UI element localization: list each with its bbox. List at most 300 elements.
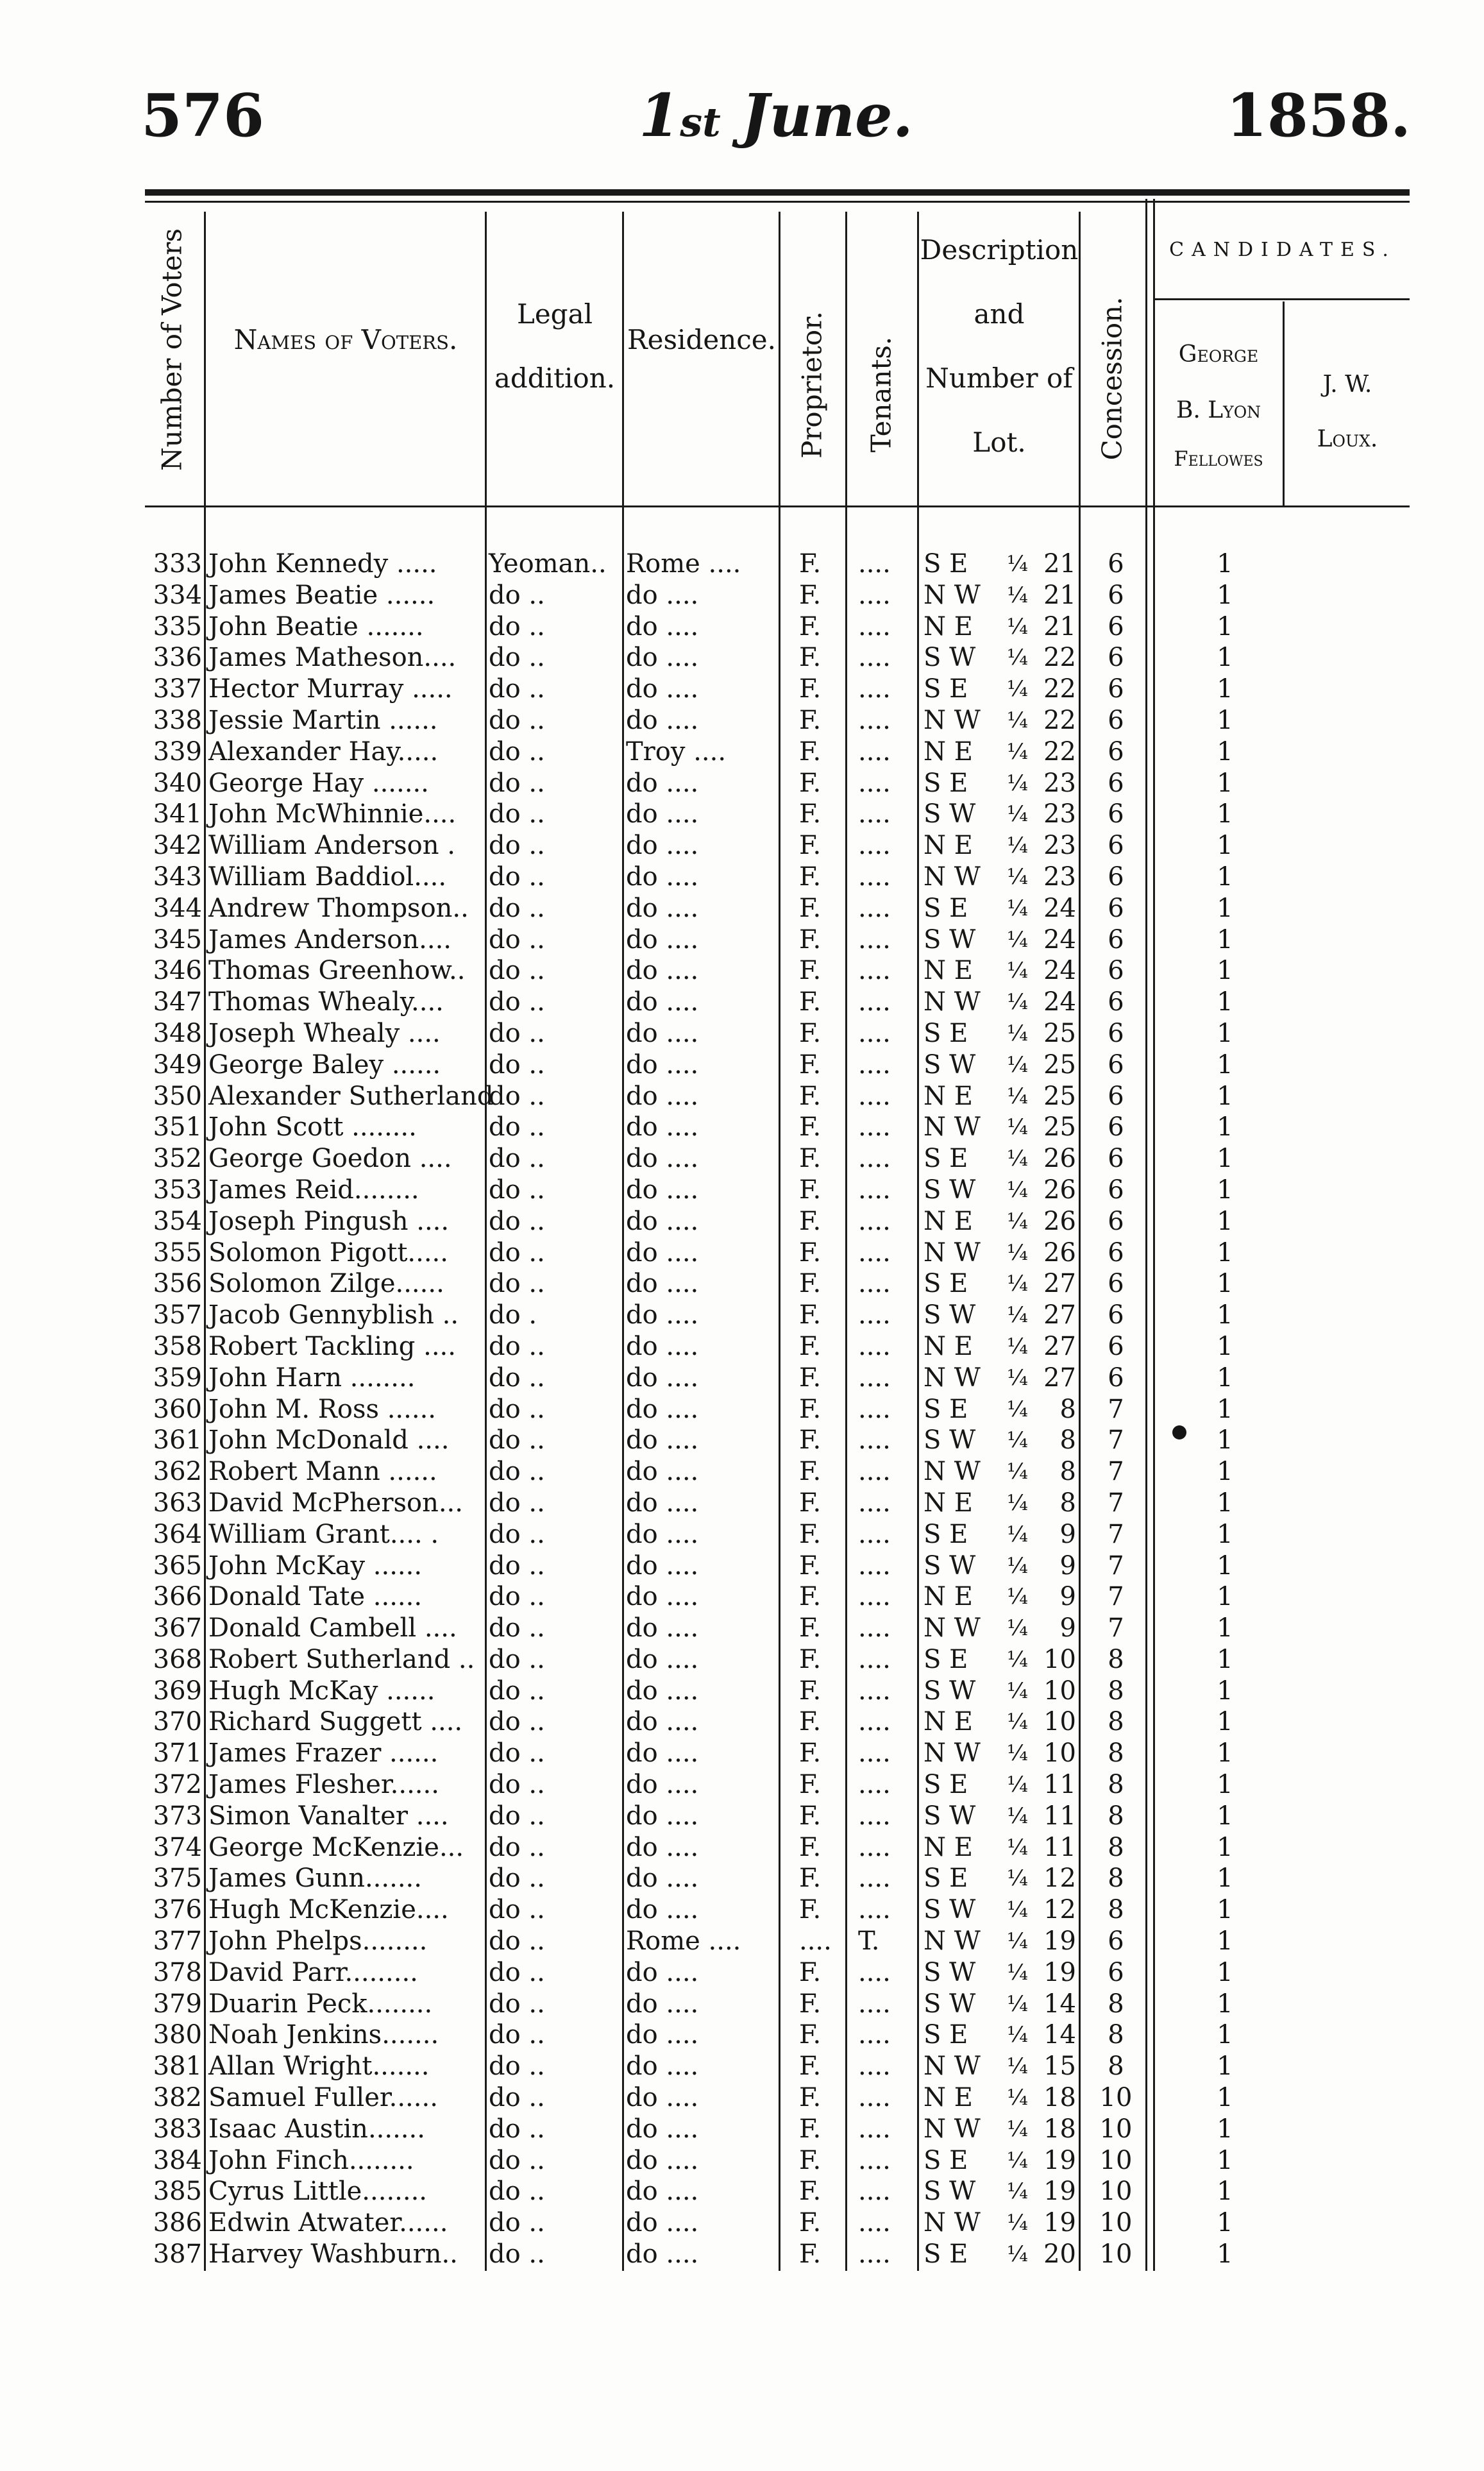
residence: do ....	[626, 1864, 699, 1894]
residence: do ....	[626, 1331, 699, 1361]
voter-number: 376	[153, 1895, 202, 1925]
legal-addition: do ..	[489, 580, 545, 610]
table-row	[0, 548, 1484, 580]
concession: 6	[1108, 1206, 1124, 1236]
voter-name: Thomas Greenhow..	[208, 956, 466, 986]
lot-fraction: ¼	[1007, 1959, 1028, 1985]
lot-number: 26	[1043, 1206, 1076, 1236]
concession: 8	[1108, 2020, 1124, 2050]
lot-description: S E	[923, 2239, 968, 2270]
lot-description: S E	[923, 768, 968, 798]
proprietor: F.	[799, 799, 822, 829]
tenant: ....	[858, 893, 891, 923]
lot-description: N E	[923, 611, 973, 641]
lot-fraction: ¼	[1007, 2210, 1028, 2236]
voter-number: 374	[153, 1832, 202, 1862]
page-number: 576	[141, 81, 265, 150]
vote-fellowes: 1	[1217, 1018, 1233, 1048]
proprietor: F.	[799, 1269, 822, 1299]
table-row	[0, 987, 1484, 1018]
residence: do ....	[626, 1488, 699, 1518]
lot-fraction: ¼	[1007, 1928, 1028, 1955]
legal-addition: do ..	[489, 2083, 545, 2113]
legal-addition: do ..	[489, 1738, 545, 1769]
tenant: ....	[858, 1957, 891, 1987]
residence: do ....	[626, 1049, 699, 1080]
vote-fellowes: 1	[1217, 1175, 1233, 1205]
legal-addition: do ..	[489, 674, 545, 704]
legal-addition: do ..	[489, 1644, 545, 1674]
voter-name: William Grant.... .	[208, 1519, 439, 1549]
residence: do ....	[626, 1206, 699, 1236]
vote-fellowes: 1	[1217, 2083, 1233, 2113]
voter-name: John Phelps........	[208, 1926, 428, 1957]
table-row	[0, 1957, 1484, 1989]
voter-number: 383	[153, 2114, 202, 2144]
tenant: ....	[858, 2208, 891, 2238]
table-row	[0, 1394, 1484, 1425]
voter-name: Noah Jenkins.......	[208, 2020, 439, 2050]
concession: 6	[1108, 1018, 1124, 1048]
lot-description: N E	[923, 1832, 973, 1862]
voter-number: 343	[153, 862, 202, 892]
concession: 8	[1108, 2051, 1124, 2082]
voter-name: James Matheson....	[208, 643, 457, 673]
concession: 10	[1099, 2145, 1133, 2175]
proprietor: F.	[799, 580, 822, 610]
lot-description: N E	[923, 1081, 973, 1111]
vote-fellowes: 1	[1217, 831, 1233, 861]
voter-number: 349	[153, 1049, 202, 1080]
voter-number: 375	[153, 1864, 202, 1894]
concession: 8	[1108, 1989, 1124, 2019]
tenant: ....	[858, 1488, 891, 1518]
legal-addition: do ..	[489, 1237, 545, 1268]
lot-description: S E	[923, 1864, 968, 1894]
vote-fellowes: 1	[1217, 1738, 1233, 1769]
lot-number: 11	[1043, 1801, 1076, 1831]
concession: 7	[1108, 1550, 1124, 1581]
proprietor: F.	[799, 1519, 822, 1549]
table-row	[0, 1331, 1484, 1363]
lot-number: 9	[1059, 1613, 1076, 1643]
vote-fellowes: 1	[1217, 799, 1233, 829]
proprietor: F.	[799, 1707, 822, 1737]
vote-fellowes: 1	[1217, 1081, 1233, 1111]
residence: Rome ....	[626, 1926, 741, 1957]
lot-fraction: ¼	[1007, 1521, 1028, 1547]
concession: 7	[1108, 1394, 1124, 1424]
vote-fellowes: 1	[1217, 1425, 1233, 1456]
lot-number: 18	[1043, 2114, 1076, 2144]
tenant: ....	[858, 924, 891, 955]
lot-number: 11	[1043, 1832, 1076, 1862]
table-row	[0, 1676, 1484, 1707]
lot-fraction: ¼	[1007, 1364, 1028, 1391]
concession: 7	[1108, 1457, 1124, 1487]
lot-number: 27	[1043, 1363, 1076, 1393]
voter-name: Robert Sutherland ..	[208, 1644, 475, 1674]
vote-fellowes: 1	[1217, 1613, 1233, 1643]
legal-addition: do ..	[489, 1832, 545, 1862]
table-row	[0, 580, 1484, 611]
table-row	[0, 1769, 1484, 1801]
legal-addition: do ..	[489, 1707, 545, 1737]
residence: do ....	[626, 1237, 699, 1268]
legal-addition: do .	[489, 1300, 537, 1330]
proprietor: F.	[799, 1644, 822, 1674]
proprietor: F.	[799, 2083, 822, 2113]
proprietor: F.	[799, 1613, 822, 1643]
table-row	[0, 611, 1484, 643]
table-row	[0, 1706, 1484, 1738]
lot-fraction: ¼	[1007, 1552, 1028, 1579]
legal-addition: do ..	[489, 1394, 545, 1424]
lot-fraction: ¼	[1007, 1772, 1028, 1798]
lot-description: S W	[923, 1300, 976, 1330]
residence: do ....	[626, 2239, 699, 2270]
lot-number: 9	[1059, 1519, 1076, 1549]
voter-number: 339	[153, 736, 202, 767]
lot-fraction: ¼	[1007, 1740, 1028, 1767]
voter-number: 350	[153, 1081, 202, 1111]
tenant: ....	[858, 2145, 891, 2175]
voter-name: Harvey Washburn..	[208, 2239, 458, 2270]
concession: 6	[1108, 549, 1124, 579]
vote-fellowes: 1	[1217, 1331, 1233, 1361]
lot-description: N E	[923, 2083, 973, 2113]
vote-fellowes: 1	[1217, 1832, 1233, 1862]
vote-fellowes: 1	[1217, 1457, 1233, 1487]
legal-addition: do ..	[489, 1018, 545, 1048]
table-row	[0, 1801, 1484, 1832]
vote-fellowes: 1	[1217, 1300, 1233, 1330]
lot-number: 10	[1043, 1738, 1076, 1769]
header-residence: Residence.	[627, 324, 776, 355]
top-rule-thin	[145, 201, 1410, 203]
voter-name: Edwin Atwater......	[208, 2208, 448, 2238]
lot-fraction: ¼	[1007, 2178, 1028, 2205]
residence: do ....	[626, 1550, 699, 1581]
lot-fraction: ¼	[1007, 1239, 1028, 1266]
table-row	[0, 705, 1484, 736]
legal-addition: do ..	[489, 2114, 545, 2144]
proprietor: F.	[799, 1175, 822, 1205]
voter-number: 372	[153, 1770, 202, 1800]
table-row	[0, 955, 1484, 987]
tenant: ....	[858, 2114, 891, 2144]
residence: do ....	[626, 611, 699, 641]
lot-description: S W	[923, 1801, 976, 1831]
voter-number: 380	[153, 2020, 202, 2050]
concession: 6	[1108, 643, 1124, 673]
voter-number: 360	[153, 1394, 202, 1424]
vote-fellowes: 1	[1217, 674, 1233, 704]
lot-description: S W	[923, 2177, 976, 2207]
lot-description: S W	[923, 799, 976, 829]
proprietor: F.	[799, 1049, 822, 1080]
legal-addition: Yeoman..	[489, 549, 607, 579]
table-row	[0, 2176, 1484, 2207]
table-row	[0, 642, 1484, 674]
residence: do ....	[626, 956, 699, 986]
voter-name: James Reid........	[208, 1175, 419, 1205]
concession: 6	[1108, 736, 1124, 767]
legal-addition: do ..	[489, 1331, 545, 1361]
voter-number: 381	[153, 2051, 202, 2082]
lot-fraction: ¼	[1007, 1991, 1028, 2017]
table-row	[0, 1363, 1484, 1394]
lot-description: S W	[923, 1550, 976, 1581]
lot-fraction: ¼	[1007, 676, 1028, 702]
table-row	[0, 674, 1484, 705]
legal-addition: do ..	[489, 705, 545, 735]
lot-number: 19	[1043, 2208, 1076, 2238]
lot-number: 9	[1059, 1550, 1076, 1581]
legal-addition: do ..	[489, 611, 545, 641]
header-bottom-rule	[145, 505, 1410, 507]
voter-name: George McKenzie...	[208, 1832, 464, 1862]
lot-description: N W	[923, 987, 981, 1017]
legal-addition: do ..	[489, 2051, 545, 2082]
lot-fraction: ¼	[1007, 1490, 1028, 1516]
voter-name: Robert Tackling ....	[208, 1331, 456, 1361]
lot-description: S E	[923, 1394, 968, 1424]
concession: 6	[1108, 956, 1124, 986]
lot-fraction: ¼	[1007, 1020, 1028, 1046]
lot-fraction: ¼	[1007, 770, 1028, 796]
proprietor: F.	[799, 1237, 822, 1268]
residence: do ....	[626, 1676, 699, 1706]
residence: do ....	[626, 2051, 699, 2082]
table-row	[0, 1268, 1484, 1300]
lot-number: 8	[1059, 1457, 1076, 1487]
lot-description: N W	[923, 1363, 981, 1393]
concession: 6	[1108, 831, 1124, 861]
residence: do ....	[626, 1895, 699, 1925]
voter-name: Simon Vanalter ....	[208, 1801, 449, 1831]
residence: do ....	[626, 1582, 699, 1612]
table-row	[0, 1581, 1484, 1613]
header-legal: Legal addition.	[494, 298, 616, 394]
table-row	[0, 1488, 1484, 1519]
proprietor: F.	[799, 643, 822, 673]
concession: 6	[1108, 674, 1124, 704]
concession: 8	[1108, 1738, 1124, 1769]
voter-name: Richard Suggett ....	[208, 1707, 463, 1737]
col-divider	[1283, 301, 1285, 507]
voter-name: Samuel Fuller......	[208, 2083, 438, 2113]
lot-description: N E	[923, 1488, 973, 1518]
lot-description: S W	[923, 643, 976, 673]
tenant: ....	[858, 2177, 891, 2207]
proprietor: F.	[799, 1425, 822, 1456]
voter-name: David Parr.........	[208, 1957, 418, 1987]
tenant: ....	[858, 705, 891, 735]
proprietor: F.	[799, 1081, 822, 1111]
lot-number: 23	[1043, 831, 1076, 861]
lot-number: 14	[1043, 2020, 1076, 2050]
vote-fellowes: 1	[1217, 768, 1233, 798]
proprietor: F.	[799, 1550, 822, 1581]
voter-number: 333	[153, 549, 202, 579]
tenant: ....	[858, 1175, 891, 1205]
tenant: ....	[858, 1644, 891, 1674]
legal-addition: do ..	[489, 1770, 545, 1800]
legal-addition: do ..	[489, 1801, 545, 1831]
table-row	[0, 862, 1484, 893]
residence: do ....	[626, 1269, 699, 1299]
lot-number: 23	[1043, 862, 1076, 892]
lot-number: 10	[1043, 1644, 1076, 1674]
voter-name: George Goedon ....	[208, 1144, 452, 1174]
concession: 6	[1108, 862, 1124, 892]
tenant: ....	[858, 580, 891, 610]
lot-number: 25	[1043, 1049, 1076, 1080]
residence: Rome ....	[626, 549, 741, 579]
vote-fellowes: 1	[1217, 1989, 1233, 2019]
table-row	[0, 1237, 1484, 1269]
concession: 6	[1108, 924, 1124, 955]
lot-fraction: ¼	[1007, 2022, 1028, 2048]
vote-fellowes: 1	[1217, 2239, 1233, 2270]
lot-fraction: ¼	[1007, 895, 1028, 921]
voter-number: 338	[153, 705, 202, 735]
table-row	[0, 799, 1484, 830]
voter-number: 351	[153, 1112, 202, 1142]
table-row	[0, 1300, 1484, 1331]
legal-addition: do ..	[489, 1676, 545, 1706]
voter-number: 342	[153, 831, 202, 861]
concession: 6	[1108, 1237, 1124, 1268]
residence: do ....	[626, 862, 699, 892]
proprietor: F.	[799, 549, 822, 579]
legal-addition: do ..	[489, 1049, 545, 1080]
lot-fraction: ¼	[1007, 582, 1028, 608]
lot-fraction: ¼	[1007, 958, 1028, 984]
table-row	[0, 1550, 1484, 1582]
legal-addition: do ..	[489, 1081, 545, 1111]
vote-fellowes: 1	[1217, 1707, 1233, 1737]
proprietor: F.	[799, 2051, 822, 2082]
lot-number: 24	[1043, 956, 1076, 986]
voter-name: James Frazer ......	[208, 1738, 439, 1769]
voter-name: Solomon Zilge......	[208, 1269, 444, 1299]
voter-name: Robert Mann ......	[208, 1457, 437, 1487]
concession: 6	[1108, 1269, 1124, 1299]
residence: do ....	[626, 1707, 699, 1737]
lot-description: S E	[923, 1770, 968, 1800]
lot-number: 11	[1043, 1770, 1076, 1800]
tenant: ....	[858, 1707, 891, 1737]
table-row	[0, 1613, 1484, 1644]
voter-number: 335	[153, 611, 202, 641]
lot-number: 22	[1043, 643, 1076, 673]
vote-fellowes: 1	[1217, 1363, 1233, 1393]
lot-fraction: ¼	[1007, 1083, 1028, 1109]
header-proprietor: Proprietor.	[796, 311, 828, 459]
vote-fellowes: 1	[1217, 1237, 1233, 1268]
proprietor: F.	[799, 768, 822, 798]
vote-fellowes: 1	[1217, 1582, 1233, 1612]
proprietor: F.	[799, 987, 822, 1017]
residence: do ....	[626, 1018, 699, 1048]
table-row	[0, 1112, 1484, 1143]
concession: 6	[1108, 1175, 1124, 1205]
lot-fraction: ¼	[1007, 833, 1028, 859]
residence: do ....	[626, 2177, 699, 2207]
concession: 6	[1108, 611, 1124, 641]
voter-number: 378	[153, 1957, 202, 1987]
proprietor: F.	[799, 2239, 822, 2270]
lot-number: 24	[1043, 893, 1076, 923]
proprietor: F.	[799, 1331, 822, 1361]
voter-name: Alexander Hay.....	[208, 736, 439, 767]
tenant: ....	[858, 1676, 891, 1706]
lot-description: S E	[923, 1519, 968, 1549]
lot-description: N W	[923, 2114, 981, 2144]
page-year: 1858.	[1226, 81, 1411, 150]
residence: do ....	[626, 893, 699, 923]
table-row	[0, 830, 1484, 862]
voter-number: 344	[153, 893, 202, 923]
proprietor: F.	[799, 1770, 822, 1800]
voter-name: John McKay ......	[208, 1550, 423, 1581]
legal-addition: do ..	[489, 956, 545, 986]
tenant: ....	[858, 831, 891, 861]
proprietor: F.	[799, 1832, 822, 1862]
lot-description: N W	[923, 1613, 981, 1643]
table-row	[0, 2114, 1484, 2145]
vote-fellowes: 1	[1217, 1957, 1233, 1987]
lot-number: 20	[1043, 2239, 1076, 2270]
voter-name: Hugh McKenzie....	[208, 1895, 449, 1925]
lot-description: S E	[923, 1644, 968, 1674]
table-row	[0, 736, 1484, 768]
voter-number: 384	[153, 2145, 202, 2175]
vote-fellowes: 1	[1217, 1926, 1233, 1957]
table-row	[0, 1519, 1484, 1550]
voter-name: Isaac Austin.......	[208, 2114, 425, 2144]
voter-name: Jessie Martin ......	[208, 705, 438, 735]
voter-name: Jacob Gennyblish ..	[208, 1300, 459, 1330]
concession: 8	[1108, 1644, 1124, 1674]
vote-fellowes: 1	[1217, 2208, 1233, 2238]
concession: 8	[1108, 1707, 1124, 1737]
legal-addition: do ..	[489, 924, 545, 955]
lot-fraction: ¼	[1007, 1208, 1028, 1234]
concession: 6	[1108, 1926, 1124, 1957]
tenant: ....	[858, 2051, 891, 2082]
lot-number: 26	[1043, 1175, 1076, 1205]
concession: 6	[1108, 1049, 1124, 1080]
voter-number: 337	[153, 674, 202, 704]
tenant: ....	[858, 1206, 891, 1236]
vote-fellowes: 1	[1217, 2145, 1233, 2175]
table-row	[0, 1738, 1484, 1769]
voter-name: Joseph Pingush ....	[208, 1206, 450, 1236]
lot-description: S W	[923, 1989, 976, 2019]
voter-number: 362	[153, 1457, 202, 1487]
table-row	[0, 2207, 1484, 2239]
lot-number: 12	[1043, 1864, 1076, 1894]
lot-number: 24	[1043, 987, 1076, 1017]
lot-fraction: ¼	[1007, 645, 1028, 671]
legal-addition: do ..	[489, 2145, 545, 2175]
vote-fellowes: 1	[1217, 1550, 1233, 1581]
lot-number: 8	[1059, 1394, 1076, 1424]
tenant: ....	[858, 1550, 891, 1581]
